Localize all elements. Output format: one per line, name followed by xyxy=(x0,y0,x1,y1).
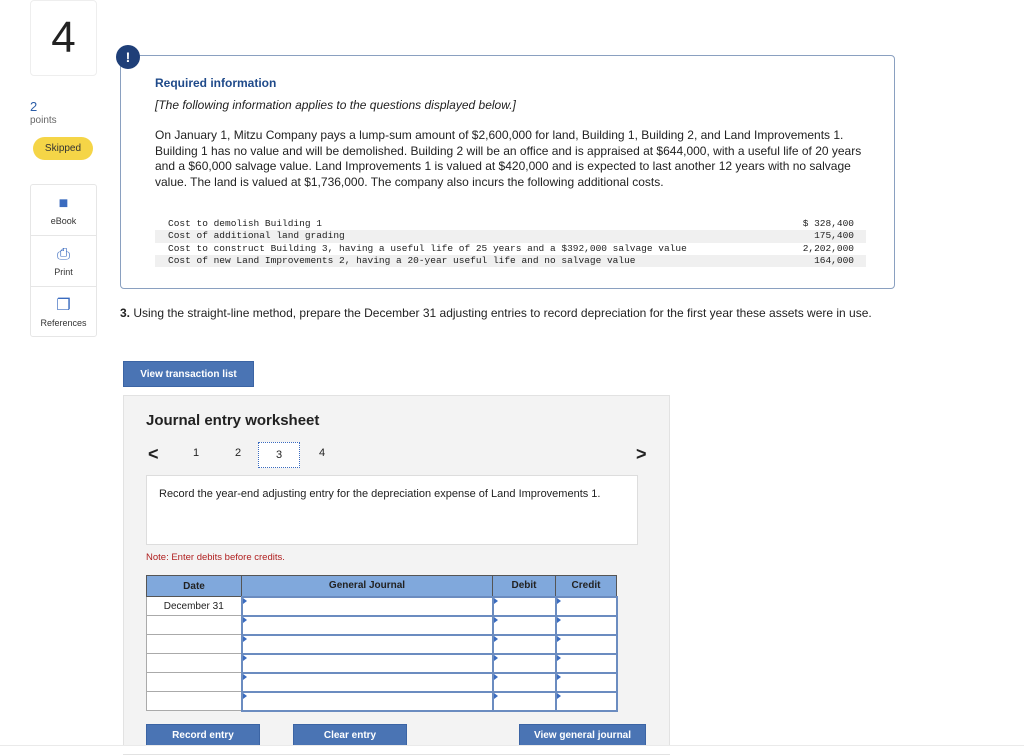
debit-input[interactable] xyxy=(493,654,556,673)
references-label: References xyxy=(40,318,87,328)
cost-amount: 175,400 xyxy=(814,230,854,242)
cost-row xyxy=(155,255,866,267)
debit-input[interactable] xyxy=(493,597,556,616)
costs-table xyxy=(155,218,866,267)
date-cell[interactable] xyxy=(147,616,242,635)
info-title: Required information xyxy=(155,76,277,90)
instruction-box: Record the year-end adjusting entry for the depreciation expense of Land Improvements 1. xyxy=(146,475,638,545)
cost-label: Cost of additional land grading xyxy=(168,230,345,242)
question-body: Using the straight-line method, prepare the December 31 adjusting entries to record depreciation for the first year these assets were in use. xyxy=(130,306,872,320)
date-cell: December 31 xyxy=(147,597,242,616)
account-input[interactable] xyxy=(242,654,493,673)
ebook-button[interactable] xyxy=(31,185,96,236)
account-input[interactable] xyxy=(242,673,493,692)
info-subtitle: [The following information applies to the questions displayed below.] xyxy=(155,98,516,112)
account-input[interactable] xyxy=(242,597,493,616)
record-entry-button[interactable]: Record entry xyxy=(146,724,260,746)
credit-input[interactable] xyxy=(556,635,617,654)
credit-input[interactable] xyxy=(556,673,617,692)
tools-panel xyxy=(30,184,97,337)
header-debit: Debit xyxy=(493,576,556,597)
cost-amount: $ 328,400 xyxy=(802,218,854,229)
view-transaction-list-button[interactable]: View transaction list xyxy=(123,361,254,387)
debit-input[interactable] xyxy=(493,673,556,692)
table-row xyxy=(147,692,617,711)
page-2-tab[interactable]: 2 xyxy=(235,447,242,459)
date-cell[interactable] xyxy=(147,654,242,673)
references-icon: ❐ xyxy=(56,297,71,314)
journal-table xyxy=(146,575,618,712)
next-chevron-icon[interactable]: > xyxy=(636,444,647,464)
account-input[interactable] xyxy=(242,692,493,711)
alert-icon: ! xyxy=(116,45,140,69)
table-row xyxy=(147,635,617,654)
page-4-tab[interactable]: 4 xyxy=(319,447,326,459)
points-label: points xyxy=(30,115,57,126)
date-cell[interactable] xyxy=(147,635,242,654)
table-row xyxy=(147,616,617,635)
prev-chevron-icon[interactable]: < xyxy=(148,444,159,464)
table-row xyxy=(147,654,617,673)
question-part-number: 3. xyxy=(120,306,131,320)
points-value: 2 xyxy=(30,99,38,114)
date-cell[interactable] xyxy=(147,673,242,692)
status-badge: Skipped xyxy=(33,137,93,160)
account-input[interactable] xyxy=(242,616,493,635)
table-row xyxy=(147,673,617,692)
page-1-tab[interactable]: 1 xyxy=(193,447,200,459)
cost-amount: 164,000 xyxy=(814,254,854,266)
cost-row xyxy=(155,230,866,242)
table-row xyxy=(147,597,617,616)
note-text: Note: Enter debits before credits. xyxy=(146,552,285,563)
date-cell[interactable] xyxy=(147,692,242,711)
page-3-tab[interactable]: 3 xyxy=(258,442,300,468)
account-input[interactable] xyxy=(242,635,493,654)
credit-input[interactable] xyxy=(556,597,617,616)
references-button[interactable] xyxy=(31,287,96,338)
cost-label: Cost to construct Building 3, having a useful life of 25 years and a $392,000 salvage value xyxy=(168,242,687,254)
credit-input[interactable] xyxy=(556,616,617,635)
question-number: 4 xyxy=(30,0,97,76)
header-credit: Credit xyxy=(556,576,617,597)
ebook-label: eBook xyxy=(50,215,77,226)
debit-input[interactable] xyxy=(493,616,556,635)
cost-label: Cost to demolish Building 1 xyxy=(168,218,322,229)
debit-input[interactable] xyxy=(493,692,556,711)
cost-amount: 2,202,000 xyxy=(802,242,854,254)
cost-label: Cost of new Land Improvements 2, having a 20-year useful life and no salvage value xyxy=(168,254,636,266)
print-label: Print xyxy=(54,266,73,277)
header-date: Date xyxy=(147,576,242,597)
question-text xyxy=(120,306,900,321)
table-header xyxy=(147,576,617,597)
header-general-journal: General Journal xyxy=(242,576,493,597)
credit-input[interactable] xyxy=(556,654,617,673)
view-general-journal-button[interactable]: View general journal xyxy=(519,724,646,746)
page-footer xyxy=(0,745,1024,754)
credit-input[interactable] xyxy=(556,692,617,711)
info-paragraph: On January 1, Mitzu Company pays a lump-sum amount of $2,600,000 for land, Building 1, Building 2, and Land Improvements 1. Building 1 has no value and will be demolished. Building 2 will be an office and is appraised at $644,000, with a useful life of 20 years and a $60,000 salvage value. Land Improvements 1 is valued at $420,000 and is expected to last another 12 years with no salvage value. The land is valued at $1,736,000. The company also incurs the following additional costs. xyxy=(155,128,862,189)
book-icon: ■ xyxy=(58,194,69,212)
cost-row xyxy=(155,218,866,230)
clear-entry-button[interactable]: Clear entry xyxy=(293,724,407,746)
worksheet-title: Journal entry worksheet xyxy=(146,412,320,429)
print-button[interactable] xyxy=(31,236,96,287)
cost-row xyxy=(155,243,866,255)
printer-icon: ⎙ xyxy=(57,245,70,263)
debit-input[interactable] xyxy=(493,635,556,654)
